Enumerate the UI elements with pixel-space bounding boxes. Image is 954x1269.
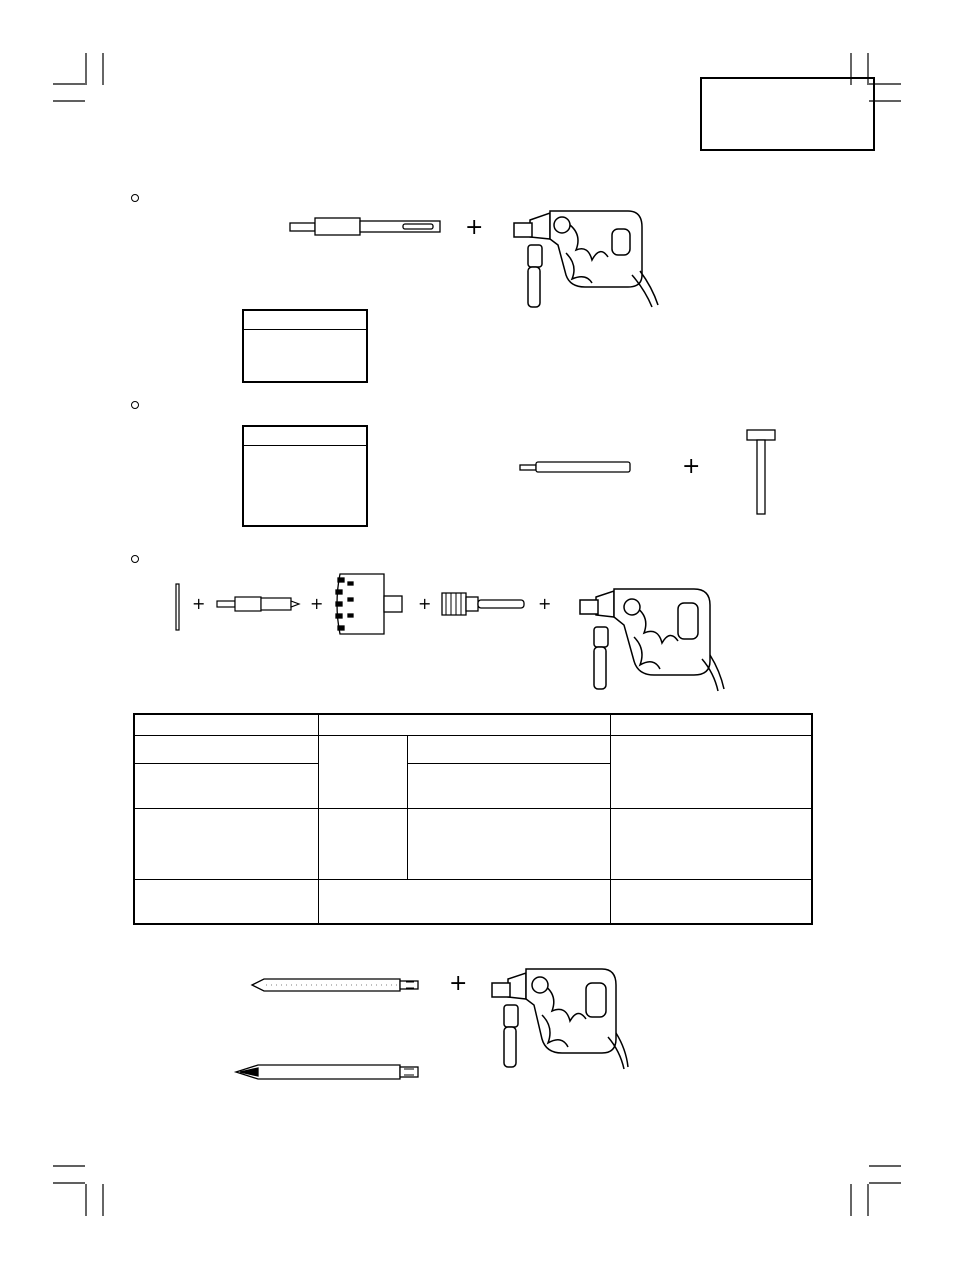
plus-sign: + xyxy=(310,594,324,613)
table-cell xyxy=(318,808,407,879)
table-row xyxy=(134,879,812,924)
rotary-hammer-icon xyxy=(500,205,660,311)
table-row xyxy=(134,735,812,763)
table-header-cell xyxy=(134,714,318,735)
plus-sign: + xyxy=(449,971,468,996)
table-row xyxy=(134,808,812,879)
table-cell xyxy=(407,763,610,808)
table-cell xyxy=(610,879,812,924)
core-bit-shank-icon xyxy=(440,589,530,619)
rotary-hammer-icon xyxy=(478,965,628,1073)
cold-chisel-icon xyxy=(234,1062,422,1082)
setting-punch-icon xyxy=(518,460,638,474)
hammer-icon xyxy=(742,428,782,518)
anchor-spec-box xyxy=(242,425,368,527)
drilling-spec-box xyxy=(242,309,368,383)
table-cell xyxy=(134,735,318,763)
section-bullet-anchor xyxy=(131,401,139,409)
table-cell xyxy=(407,735,610,763)
table-cell xyxy=(134,879,318,924)
section-bullet-drilling xyxy=(131,194,139,202)
taper-shank-adapter-icon xyxy=(288,212,448,242)
table-cell xyxy=(610,735,812,808)
table-cell xyxy=(407,808,610,879)
plus-sign: + xyxy=(465,215,484,240)
drilling-spec-box-header xyxy=(244,311,366,330)
bull-point-icon xyxy=(250,975,422,995)
table-cell xyxy=(610,808,812,879)
language-tag-box xyxy=(700,77,875,151)
section-bullet-core-bit xyxy=(131,555,139,563)
rotary-hammer-icon xyxy=(574,585,724,695)
table-header-cell xyxy=(318,714,610,735)
guide-plate-icon xyxy=(174,582,184,632)
plus-sign: + xyxy=(192,594,206,613)
table-header-row xyxy=(134,714,812,735)
table-cell xyxy=(318,879,610,924)
center-pin-icon xyxy=(215,593,301,615)
table-cell xyxy=(134,763,318,808)
specs-table xyxy=(133,713,813,925)
plus-sign: + xyxy=(418,594,432,613)
core-bit-icon xyxy=(332,568,408,640)
table-header-cell xyxy=(610,714,812,735)
anchor-spec-box-header xyxy=(244,427,366,446)
table-cell xyxy=(318,735,407,808)
table-cell xyxy=(134,808,318,879)
plus-sign: + xyxy=(538,594,552,613)
plus-sign: + xyxy=(682,454,701,479)
